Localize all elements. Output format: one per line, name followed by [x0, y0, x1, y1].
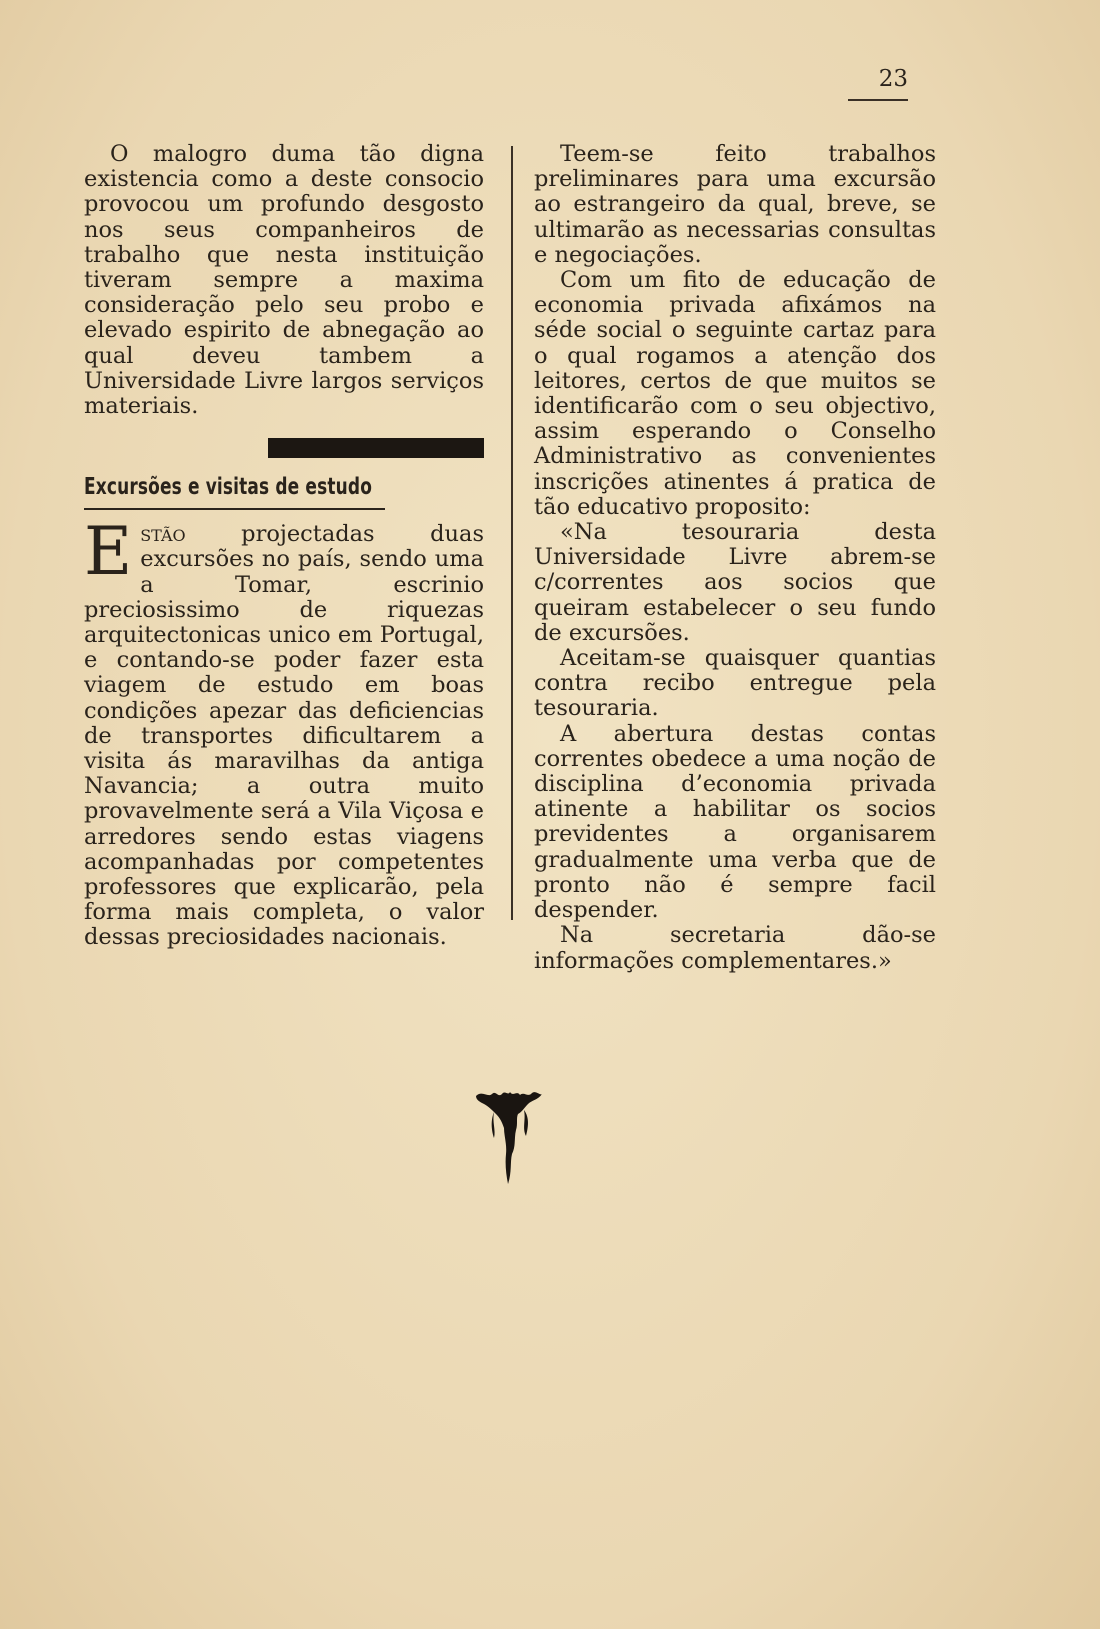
- right-paragraph-1: Teem-se feito trabalhos preliminares para uma excursão ao estrangeiro da qual, breve, se ultimarão as necessarias consultas e negociações.: [534, 141, 936, 268]
- left-paragraph-1: O malogro duma tão digna existencia como a deste consocio provocou um profundo desgosto nos seus companheiros de trabalho que nesta instituição tiveram sempre a maxima consideração pelo seu probo e elevado espirito de abnegação ao qual deveu tambem a Universidade Livre largos serviços materiais.: [84, 141, 484, 420]
- lead-smallcaps-word: stão: [140, 521, 186, 548]
- fleuron-ornament-icon: [472, 1088, 544, 1188]
- right-paragraph-3: «Na tesouraria desta Universidade Livre abrem-se c/correntes aos socios que queiram estabelecer o seu fundo de excursões.: [534, 519, 936, 646]
- section-divider-bar: [268, 438, 484, 458]
- dropcap-letter: E: [84, 513, 133, 591]
- right-paragraph-5: A abertura destas contas correntes obedece a uma noção de disciplina d’economia privada atinente a habilitar os socios previdentes a organisarem gradualmente uma verba que de pronto não é sempre facil despender.: [534, 720, 936, 924]
- right-paragraph-6: Na secretaria dão-se informações complementares.»: [534, 922, 936, 974]
- right-paragraph-4: Aceitam-se quaisquer quantias contra recibo entregue pela tesouraria.: [534, 645, 936, 722]
- right-column: [534, 142, 936, 974]
- left-paragraph-2-text: projectadas duas excursões no país, sendo uma a Tomar, escrinio preciosissimo de riquezas arquitectonicas unico em Portugal, e contando-se poder fazer esta viagem de estudo em boas condições apezar das deficiencias de transportes dificultarem a visita ás maravilhas da antiga Navancia; a outra muito provavelmente será a Vila Viçosa e arredores sendo estas viagens acompanhadas por competentes professores que explicarão, pela forma mais completa, o valor dessas preciosidades nacionais.: [84, 521, 484, 951]
- page-number: 23: [878, 66, 908, 92]
- page-number-rule: [848, 99, 908, 101]
- section-heading-rule: [84, 508, 385, 510]
- left-column: [84, 142, 484, 951]
- column-divider: [511, 146, 513, 920]
- section-heading: Excursões e visitas de estudo: [84, 473, 373, 500]
- left-paragraph-2: [84, 513, 484, 951]
- right-paragraph-2: Com um fito de educação de economia privada afixámos na séde social o seguinte cartaz para o qual rogamos a atenção dos leitores, certos de que muitos se identificarão com o seu objectivo, assim esperando o Conselho Administrativo as convenientes inscrições atinentes á pratica de tão educativo proposito:: [534, 267, 936, 520]
